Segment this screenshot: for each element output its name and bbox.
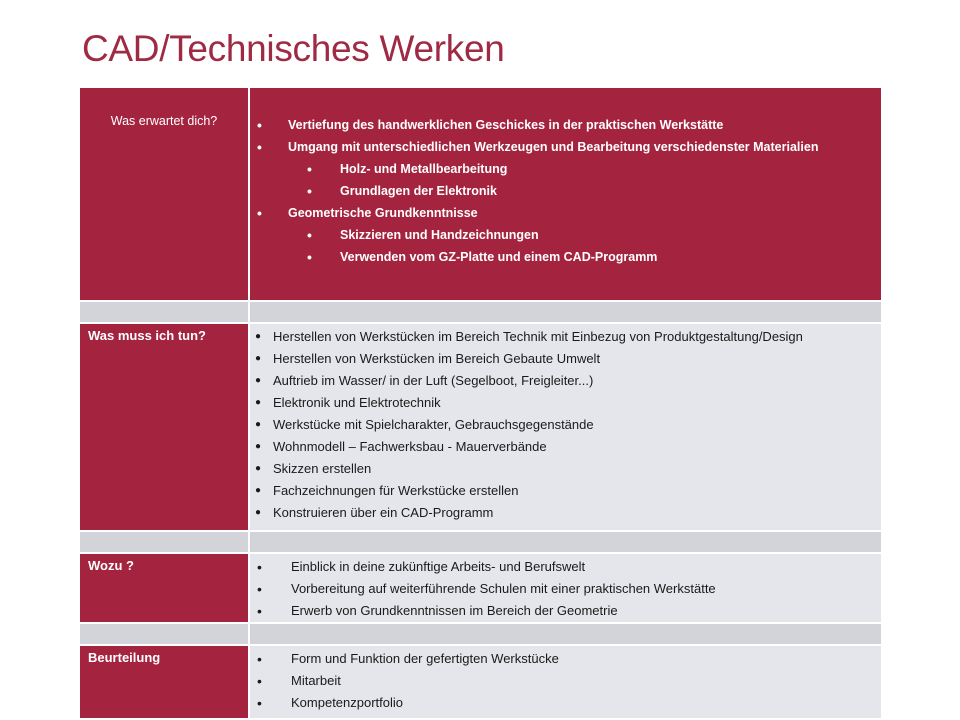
list-item: ● Werkstücke mit Spielcharakter, Gebrauchsgegenstände <box>251 414 881 436</box>
list-item: • Form und Funktion der gefertigten Werkstücke <box>251 648 881 670</box>
table-row-expectations <box>80 88 881 300</box>
row-label-tasks: Was muss ich tun? <box>80 324 248 530</box>
row-label-purpose: Wozu ? <box>80 554 248 622</box>
list-item: • Kompetenzportfolio <box>251 692 881 714</box>
list-item: • Erwerb von Grundkenntnissen im Bereich der Geometrie <box>251 600 881 622</box>
table-separator-row <box>80 302 881 322</box>
list-item: • Vorbereitung auf weiterführende Schulen mit einer praktischen Werkstätte <box>251 578 881 600</box>
content-table <box>80 88 881 718</box>
list-item: ● Elektronik und Elektrotechnik <box>251 392 881 414</box>
list-item: ● Auftrieb im Wasser/ in der Luft (Segelboot, Freigleiter...) <box>251 370 881 392</box>
table-row-purpose <box>80 554 881 622</box>
separator-cell <box>250 302 881 322</box>
row-content-purpose <box>250 554 881 622</box>
list-item: ● Wohnmodell – Fachwerksbau - Mauerverbände <box>251 436 881 458</box>
list-item: ● Konstruieren über ein CAD-Programm <box>251 502 881 524</box>
list-subitem: • Holz- und Metallbearbeitung <box>254 158 881 180</box>
assessment-list <box>251 648 881 714</box>
list-subitem: • Skizzieren und Handzeichnungen <box>254 224 881 246</box>
slide-title: CAD/Technisches Werken <box>82 28 505 69</box>
list-item: • Einblick in deine zukünftige Arbeits- und Berufswelt <box>251 556 881 578</box>
list-item: • Geometrische Grundkenntnisse <box>254 202 881 224</box>
table-separator-row <box>80 624 881 644</box>
list-item: • Mitarbeit <box>251 670 881 692</box>
separator-cell <box>80 532 248 552</box>
expectations-list <box>254 114 881 268</box>
row-label-assessment: Beurteilung <box>80 646 248 718</box>
list-item: ● Fachzeichnungen für Werkstücke erstellen <box>251 480 881 502</box>
list-item: ● Skizzen erstellen <box>251 458 881 480</box>
purpose-list <box>251 556 881 622</box>
table-row-assessment <box>80 646 881 718</box>
list-subitem: • Verwenden vom GZ-Platte und einem CAD-Programm <box>254 246 881 268</box>
separator-cell <box>250 624 881 644</box>
row-content-assessment <box>250 646 881 718</box>
tasks-list <box>251 326 881 524</box>
table-separator-row <box>80 532 881 552</box>
list-item: • Umgang mit unterschiedlichen Werkzeugen und Bearbeitung verschiedenster Materialien <box>254 136 881 158</box>
row-label-expectations: Was erwartet dich? <box>80 88 248 300</box>
separator-cell <box>250 532 881 552</box>
list-item: • Vertiefung des handwerklichen Geschickes in der praktischen Werkstätte <box>254 114 881 136</box>
list-item: ● Herstellen von Werkstücken im Bereich Gebaute Umwelt <box>251 348 881 370</box>
row-content-tasks <box>250 324 881 530</box>
separator-cell <box>80 302 248 322</box>
list-subitem: • Grundlagen der Elektronik <box>254 180 881 202</box>
separator-cell <box>80 624 248 644</box>
table-row-tasks <box>80 324 881 530</box>
row-content-expectations <box>250 88 881 300</box>
list-item: ● Herstellen von Werkstücken im Bereich Technik mit Einbezug von Produktgestaltung/Design <box>251 326 881 348</box>
